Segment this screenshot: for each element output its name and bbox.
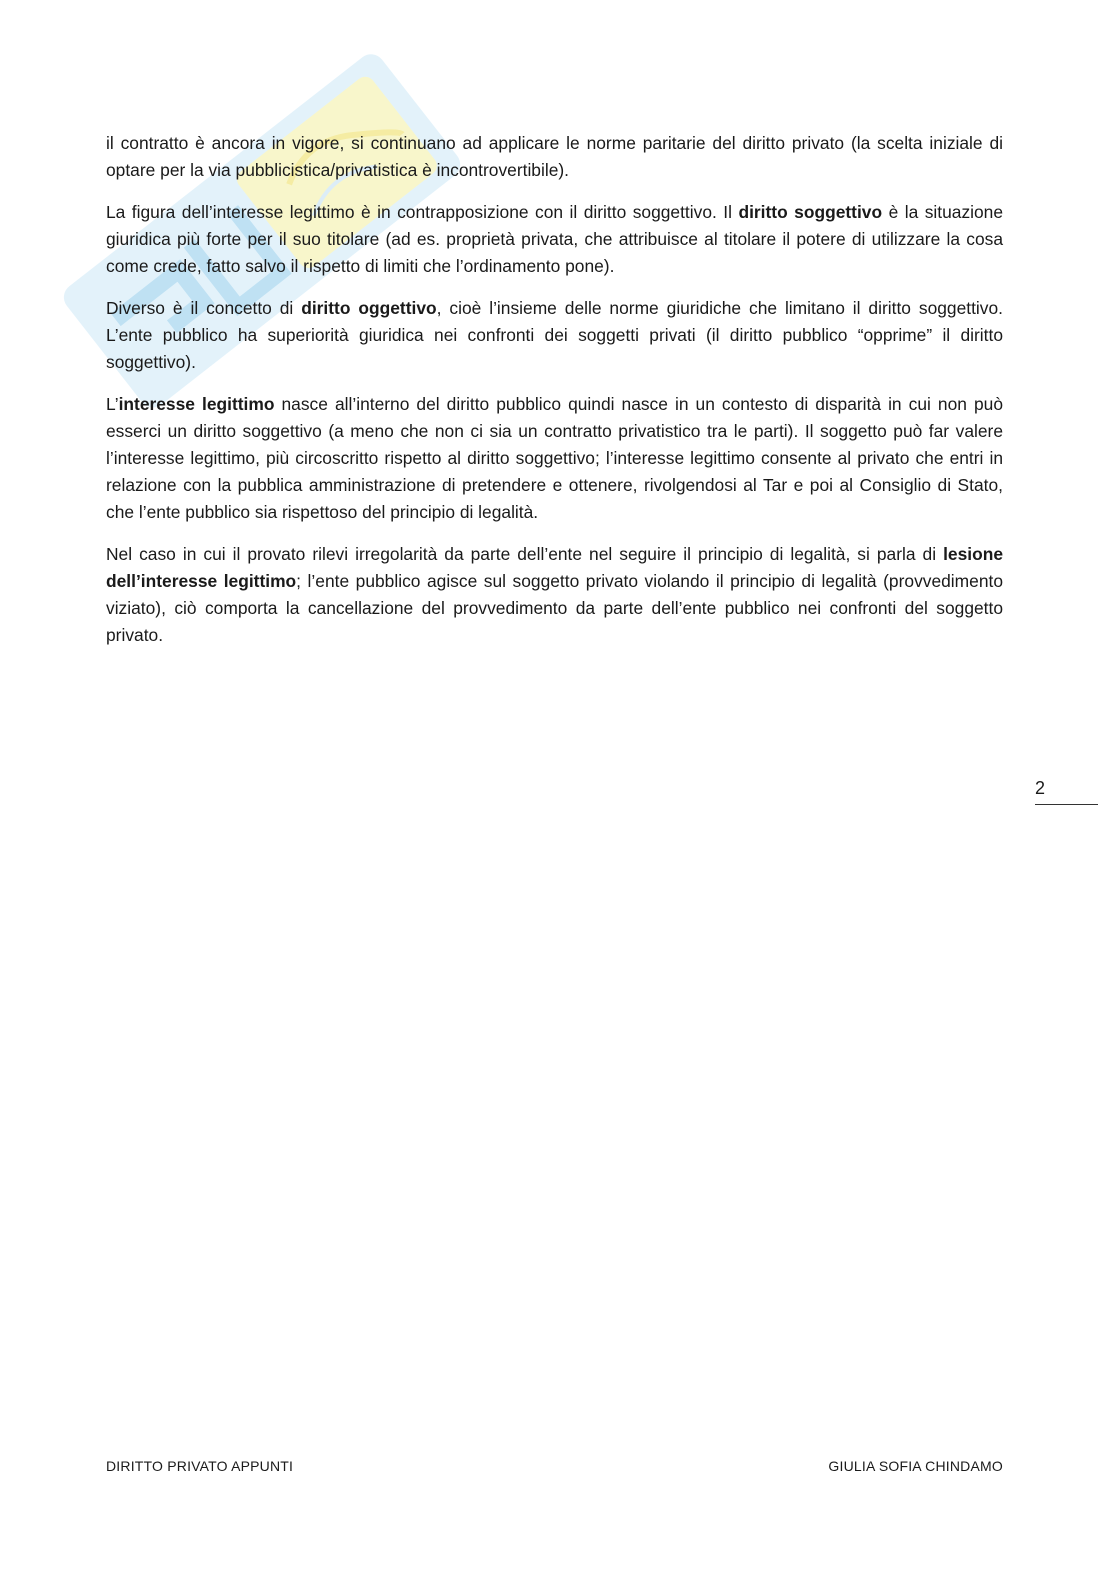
paragraph-1-text: il contratto è ancora in vigore, si continuano ad applicare le norme paritarie del diritto privato (la scelta iniziale di optare per la via pubblicistica/privatistica è incontrovertibile). xyxy=(106,133,1003,180)
page-number-rule xyxy=(1035,804,1098,805)
paragraph-1 xyxy=(106,130,1003,184)
footer-left-text: DIRITTO PRIVATO APPUNTI xyxy=(106,1458,294,1474)
document-body xyxy=(106,130,1003,664)
term-diritto-oggettivo: diritto oggettivo xyxy=(301,298,437,318)
paragraph-3-text-1: Diverso è il concetto di xyxy=(106,298,302,318)
paragraph-4-text-1: L’ xyxy=(106,394,119,414)
term-lesione-interesse-legittimo: lesione dell’interesse legittimo xyxy=(106,544,1003,591)
paragraph-5 xyxy=(106,541,1003,649)
term-interesse-legittimo: interesse legittimo xyxy=(118,394,275,414)
paragraph-2-text-1: La figura dell’interesse legittimo è in contrapposizione con il diritto soggettivo. Il xyxy=(106,202,739,222)
paragraph-2 xyxy=(106,199,1003,280)
paragraph-5-text-2: ; l’ente pubblico agisce sul soggetto privato violando il principio di legalità (provvedimento viziato), ciò comporta la cancellazione del provvedimento da parte dell’ente pubblico nei confronti del soggetto privato. xyxy=(106,571,1003,645)
paragraph-3-text-2: , cioè l’insieme delle norme giuridiche che limitano il diritto soggettivo. L’ente pubblico ha superiorità giuridica nei confronti dei soggetti privati (il diritto pubblico “opprime” il diritto soggettivo). xyxy=(106,298,1003,372)
paragraph-2-text-2: è la situazione giuridica più forte per il suo titolare (ad es. proprietà privata, che attribuisce al titolare il potere di utilizzare la cosa come crede, fatto salvo il rispetto di limiti che l’ordinamento pone). xyxy=(106,202,1004,276)
term-diritto-soggettivo: diritto soggettivo xyxy=(738,202,883,222)
footer-right-text: GIULIA SOFIA CHINDAMO xyxy=(828,1458,1003,1474)
page-number: 2 xyxy=(1035,778,1046,798)
paragraph-4-text-2: nasce all’interno del diritto pubblico quindi nasce in un contesto di disparità in cui non può esserci un diritto soggettivo (a meno che non ci sia un contratto privatistico tra le parti). Il soggetto può far valere l’interesse legittimo, più circoscritto rispetto al diritto soggettivo; l’interesse legittimo consente al privato che entri in relazione con la pubblica amministrazione di pretendere e ottenere, rivolgendosi al Tar e poi al Consiglio di Stato, che l’ente pubblico sia rispettoso del principio di legalità. xyxy=(106,394,1003,522)
paragraph-3 xyxy=(106,295,1003,376)
paragraph-4 xyxy=(106,391,1003,526)
paragraph-5-text-1: Nel caso in cui il provato rilevi irregolarità da parte dell’ente nel seguire il principio di legalità, si parla di xyxy=(106,544,944,564)
